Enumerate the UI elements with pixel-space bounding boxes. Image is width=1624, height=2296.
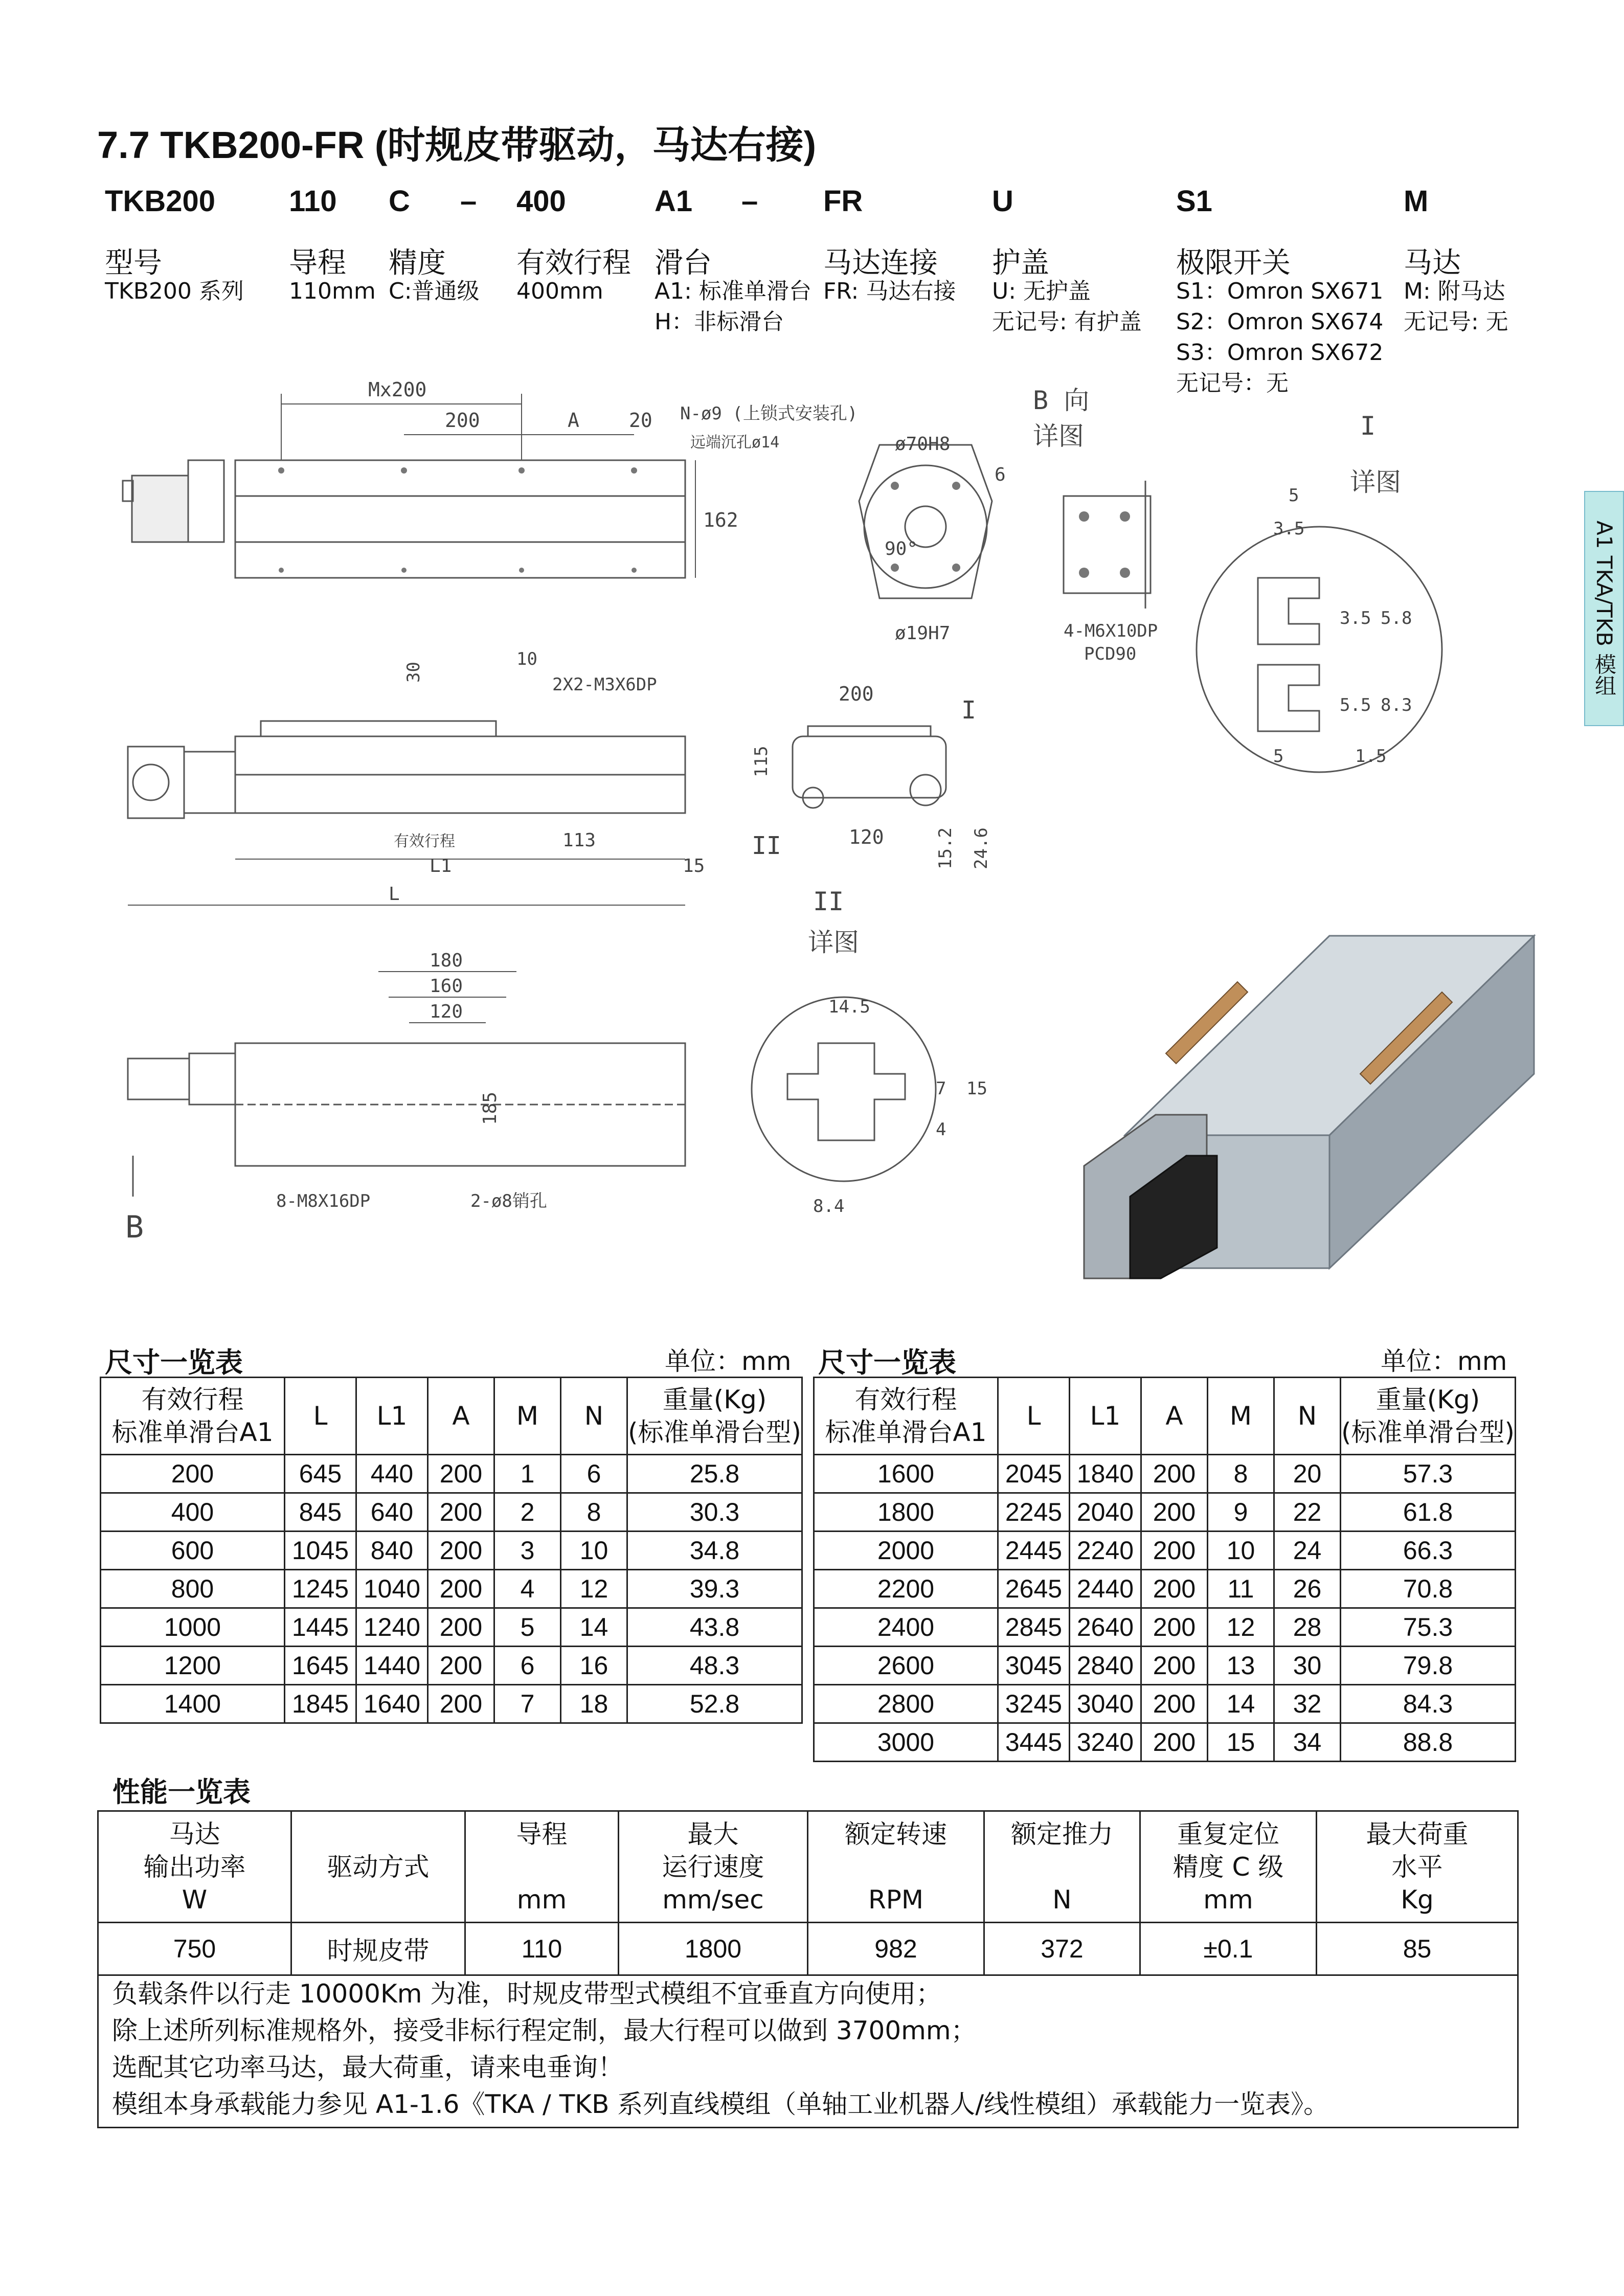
table-cell: 1245: [285, 1570, 356, 1608]
column-header: L: [998, 1378, 1070, 1455]
dim-5.5: 5.5: [1340, 695, 1371, 715]
table-cell: 25.8: [627, 1455, 802, 1493]
table-row: [101, 1493, 802, 1532]
table-cell: 15: [1208, 1723, 1274, 1762]
column-header: 额定转速 RPM: [808, 1811, 984, 1923]
column-header: N: [561, 1378, 627, 1455]
column-header: 重量(Kg) (标准单滑台型): [627, 1378, 802, 1455]
dim-phi70: ø70H8: [895, 434, 951, 455]
column-header: A: [428, 1378, 494, 1455]
page-title: 7.7 TKB200-FR (时规皮带驱动，马达右接): [97, 124, 817, 166]
model-code-desc-0-0: TKB200 系列: [105, 278, 244, 304]
model-code-desc-9-0: S1：Omron SX671: [1176, 278, 1384, 304]
dimension-table-right: [813, 1377, 1516, 1762]
table-cell: 6: [494, 1647, 561, 1685]
table-cell: 2240: [1070, 1532, 1141, 1570]
dim-115: 115: [751, 746, 772, 777]
table-cell: 24: [1274, 1532, 1341, 1570]
table-cell: 3045: [998, 1647, 1070, 1685]
table-cell: 5: [494, 1608, 561, 1647]
table-cell: 7: [494, 1685, 561, 1723]
mark-ii: II: [752, 831, 781, 860]
table-cell: 70.8: [1341, 1570, 1516, 1608]
table-cell: 200: [1141, 1532, 1208, 1570]
table-cell: 30: [1274, 1647, 1341, 1685]
model-code-1: 110: [289, 185, 337, 218]
table-cell: 2640: [1070, 1608, 1141, 1647]
table-cell: 1240: [356, 1608, 428, 1647]
dim-120: 120: [849, 826, 884, 848]
table-cell: 400: [101, 1493, 285, 1532]
model-code-label-5: 滑台: [655, 246, 712, 280]
dim-14.5: 14.5: [828, 997, 870, 1017]
model-code-desc-5-1: H：非标滑台: [655, 309, 784, 335]
dim-113: 113: [562, 830, 596, 851]
table-cell: 2845: [998, 1608, 1070, 1647]
table-cell: 88.8: [1341, 1723, 1516, 1762]
table-cell: 1600: [814, 1455, 998, 1493]
table-cell: 3445: [998, 1723, 1070, 1762]
table-cell: 84.3: [1341, 1685, 1516, 1723]
dim-counterbore: 远端沉孔ø14: [690, 434, 780, 452]
table-cell: ±0.1: [1140, 1923, 1317, 1975]
table-cell: 32: [1274, 1685, 1341, 1723]
model-code-label-4: 有效行程: [516, 246, 631, 280]
table-cell: 18: [561, 1685, 627, 1723]
column-header: 导程 mm: [465, 1811, 619, 1923]
table-cell: 57.3: [1341, 1455, 1516, 1493]
model-code-label-1: 导程: [289, 246, 346, 280]
table-cell: 2645: [998, 1570, 1070, 1608]
dim-stroke: 有效行程: [394, 832, 455, 850]
table-cell: 6: [561, 1455, 627, 1493]
table-cell: 75.3: [1341, 1608, 1516, 1647]
column-header: 最大 运行速度 mm/sec: [619, 1811, 808, 1923]
dim-15.2: 15.2: [935, 827, 956, 869]
table-cell: 1645: [285, 1647, 356, 1685]
note-line: 除上述所列标准规格外，接受非标行程定制，最大行程可以做到 3700mm；: [112, 2016, 977, 2045]
table-cell: 200: [1141, 1685, 1208, 1723]
detail-i-label: 详图: [1350, 467, 1401, 497]
model-code-desc-2-0: C:普通级: [389, 278, 480, 304]
perf-table-caption: 性能一览表: [112, 1776, 251, 1808]
table-cell: 3040: [1070, 1685, 1141, 1723]
table-cell: 2040: [1070, 1493, 1141, 1532]
model-code-9: S1: [1176, 185, 1212, 218]
table-cell: 200: [428, 1532, 494, 1570]
table-row: [814, 1455, 1516, 1493]
column-header: 重量(Kg) (标准单滑台型): [1341, 1378, 1516, 1455]
dim-180: 180: [430, 950, 463, 971]
table-cell: 时规皮带: [291, 1923, 465, 1975]
table-cell: 2400: [814, 1608, 998, 1647]
column-header: 马达 输出功率 W: [98, 1811, 291, 1923]
table-cell: 34.8: [627, 1532, 802, 1570]
dim-20: 20: [629, 409, 652, 432]
table-cell: 11: [1208, 1570, 1274, 1608]
dim-5: 5: [1289, 485, 1299, 506]
model-code-3: –: [460, 185, 477, 218]
notes-box: [97, 1971, 1519, 2128]
column-header: M: [1208, 1378, 1274, 1455]
column-header: L1: [356, 1378, 428, 1455]
dim-160: 160: [430, 976, 463, 997]
model-code-10: M: [1404, 185, 1429, 218]
product-3d-image: [1043, 900, 1554, 1289]
table-row: [98, 1923, 1518, 1975]
dim-l: L: [389, 884, 400, 905]
table-cell: 3000: [814, 1723, 998, 1762]
table-cell: 2000: [814, 1532, 998, 1570]
table-cell: 28: [1274, 1608, 1341, 1647]
table-row: [814, 1723, 1516, 1762]
detail-ii-drawing: [741, 887, 1028, 1227]
table-cell: 48.3: [627, 1647, 802, 1685]
table-cell: 12: [561, 1570, 627, 1608]
dim-4: 4: [936, 1119, 946, 1140]
table-row: [101, 1647, 802, 1685]
model-code-desc-1-0: 110mm: [289, 278, 376, 304]
b-view-drawing: [839, 378, 1176, 665]
performance-table: [97, 1810, 1519, 1976]
table-cell: 1000: [101, 1608, 285, 1647]
dim-holes: N-ø9 (上锁式安装孔): [680, 403, 858, 424]
dimension-table-left: [100, 1377, 803, 1724]
table-cell: 1040: [356, 1570, 428, 1608]
table-cell: 3245: [998, 1685, 1070, 1723]
table-cell: 1800: [814, 1493, 998, 1532]
dim-120: 120: [430, 1001, 463, 1022]
dim-3.5a: 3.5: [1273, 519, 1305, 539]
dim-8.4: 8.4: [813, 1196, 845, 1217]
table-cell: 14: [1208, 1685, 1274, 1723]
table-row: [814, 1532, 1516, 1570]
table-cell: 10: [561, 1532, 627, 1570]
dim-10: 10: [516, 649, 537, 669]
column-header: 驱动方式: [291, 1811, 465, 1923]
table-cell: 13: [1208, 1647, 1274, 1685]
table-cell: 1800: [619, 1923, 808, 1975]
dim-mx200: Mx200: [368, 378, 427, 401]
model-code-label-2: 精度: [389, 246, 446, 280]
section-tab: A1 TKA/TKB 模组: [1584, 491, 1624, 726]
table-cell: 1845: [285, 1685, 356, 1723]
dim-pin: 2-ø8销孔: [470, 1191, 547, 1211]
column-header: 有效行程 标准单滑台A1: [101, 1378, 285, 1455]
table-cell: 14: [561, 1608, 627, 1647]
table-header-row: [98, 1811, 1518, 1923]
table-cell: 3240: [1070, 1723, 1141, 1762]
table-cell: 66.3: [1341, 1532, 1516, 1570]
table-cell: 800: [101, 1570, 285, 1608]
table-cell: 30.3: [627, 1493, 802, 1532]
note-line: 负载条件以行走 10000Km 为准，时规皮带型式模组不宜垂直方向使用；: [112, 1979, 942, 2009]
dim-m6: 4-M6X10DP: [1064, 621, 1158, 641]
model-code-8: U: [992, 185, 1013, 218]
dim-pcd: PCD90: [1084, 644, 1137, 664]
dim-m3: 2X2-M3X6DP: [552, 674, 657, 695]
model-code-label-0: 型号: [105, 246, 162, 280]
model-code-0: TKB200: [105, 185, 215, 218]
model-code-5: A1: [655, 185, 693, 218]
dim-l1: L1: [430, 856, 452, 876]
table-cell: 200: [428, 1608, 494, 1647]
model-code-desc-8-1: 无记号: 有护盖: [992, 309, 1142, 335]
table-cell: 43.8: [627, 1608, 802, 1647]
dim-table-left-unit: 单位：mm: [665, 1346, 792, 1376]
dim-200: 200: [839, 683, 874, 705]
model-code-desc-10-0: M: 附马达: [1404, 278, 1505, 304]
column-header: L1: [1070, 1378, 1141, 1455]
dim-phi19: ø19H7: [895, 623, 951, 644]
model-code-4: 400: [516, 185, 566, 218]
table-cell: 845: [285, 1493, 356, 1532]
table-row: [101, 1455, 802, 1493]
table-cell: 200: [428, 1647, 494, 1685]
table-cell: 4: [494, 1570, 561, 1608]
b-view-title: B 向: [1033, 386, 1090, 415]
table-cell: 1200: [101, 1647, 285, 1685]
table-cell: 2200: [814, 1570, 998, 1608]
table-cell: 640: [356, 1493, 428, 1532]
model-code-desc-5-0: A1: 标准单滑台: [655, 278, 811, 304]
table-cell: 2840: [1070, 1647, 1141, 1685]
detail-ii-title: II: [813, 887, 844, 916]
table-cell: 12: [1208, 1608, 1274, 1647]
dim-a: A: [568, 409, 579, 432]
table-cell: 200: [101, 1455, 285, 1493]
table-cell: 26: [1274, 1570, 1341, 1608]
table-row: [101, 1685, 802, 1723]
dim-3.5b: 3.5: [1340, 608, 1371, 628]
dim-table-right-unit: 单位：mm: [1381, 1346, 1507, 1376]
table-cell: 200: [1141, 1723, 1208, 1762]
table-cell: 1: [494, 1455, 561, 1493]
column-header: A: [1141, 1378, 1208, 1455]
table-cell: 200: [428, 1493, 494, 1532]
table-cell: 1640: [356, 1685, 428, 1723]
side-view-drawing: [747, 675, 1033, 880]
b-view-detail: 详图: [1033, 421, 1084, 451]
table-row: [101, 1608, 802, 1647]
detail-ii-label: 详图: [808, 928, 859, 957]
model-code-desc-8-0: U: 无护盖: [992, 278, 1091, 304]
note-line: 选配其它功率马达，最大荷重，请来电垂询！: [112, 2053, 623, 2082]
table-row: [814, 1493, 1516, 1532]
table-cell: 200: [428, 1455, 494, 1493]
table-cell: 10: [1208, 1532, 1274, 1570]
model-code-desc-9-1: S2：Omron SX674: [1176, 309, 1384, 335]
column-header: 额定推力 N: [984, 1811, 1140, 1923]
table-row: [814, 1685, 1516, 1723]
table-cell: 2445: [998, 1532, 1070, 1570]
table-cell: 8: [1208, 1455, 1274, 1493]
dim-table-right-caption: 尺寸一览表: [818, 1346, 956, 1379]
table-cell: 840: [356, 1532, 428, 1570]
dim-200: 200: [445, 409, 480, 432]
model-code-desc-9-2: S3：Omron SX672: [1176, 340, 1384, 366]
table-cell: 20: [1274, 1455, 1341, 1493]
table-cell: 200: [428, 1685, 494, 1723]
top-view-drawing: [123, 378, 858, 619]
model-code-label-9: 极限开关: [1176, 246, 1291, 280]
view-b-mark: B: [125, 1209, 144, 1245]
dim-8.3: 8.3: [1381, 695, 1412, 715]
dim-5b: 5: [1273, 746, 1284, 767]
dim-1.5: 1.5: [1355, 746, 1387, 767]
dim-m8: 8-M8X16DP: [276, 1191, 371, 1211]
dim-24.6: 24.6: [971, 827, 991, 869]
bottom-view-drawing: [123, 941, 716, 1248]
model-code-label-7: 马达连接: [823, 246, 938, 280]
dim-162: 162: [703, 509, 738, 531]
table-cell: 79.8: [1341, 1647, 1516, 1685]
model-code-desc-4-0: 400mm: [516, 278, 603, 304]
table-cell: 440: [356, 1455, 428, 1493]
table-cell: 2045: [998, 1455, 1070, 1493]
table-cell: 2600: [814, 1647, 998, 1685]
dim-15: 15: [683, 856, 705, 876]
table-cell: 1400: [101, 1685, 285, 1723]
table-row: [101, 1570, 802, 1608]
table-cell: 645: [285, 1455, 356, 1493]
column-header: N: [1274, 1378, 1341, 1455]
table-cell: 2800: [814, 1685, 998, 1723]
table-cell: 200: [1141, 1455, 1208, 1493]
dim-7: 7: [936, 1078, 946, 1099]
note-line: 模组本身承载能力参见 A1-1.6《TKA / TKB 系列直线模组（单轴工业机器人/线性模组）承载能力一览表》。: [112, 2089, 1329, 2119]
table-cell: 1445: [285, 1608, 356, 1647]
table-row: [814, 1647, 1516, 1685]
mark-i: I: [961, 696, 976, 725]
table-cell: 34: [1274, 1723, 1341, 1762]
model-code-desc-10-1: 无记号: 无: [1404, 309, 1508, 335]
model-code-desc-9-3: 无记号：无: [1176, 370, 1289, 396]
table-cell: 200: [1141, 1608, 1208, 1647]
detail-i-title: I: [1360, 411, 1376, 441]
table-cell: 982: [808, 1923, 984, 1975]
dim-6: 6: [995, 464, 1006, 485]
table-header-row: [101, 1378, 802, 1455]
table-cell: 200: [1141, 1493, 1208, 1532]
dim-30: 30: [403, 662, 424, 683]
front-view-drawing: [123, 644, 716, 920]
table-cell: 2440: [1070, 1570, 1141, 1608]
table-cell: 2245: [998, 1493, 1070, 1532]
table-cell: 200: [428, 1570, 494, 1608]
table-cell: 39.3: [627, 1570, 802, 1608]
column-header: M: [494, 1378, 561, 1455]
model-code-6: –: [741, 185, 758, 218]
table-cell: 200: [1141, 1570, 1208, 1608]
table-cell: 600: [101, 1532, 285, 1570]
dim-90deg: 90°: [885, 538, 918, 559]
table-cell: 1440: [356, 1647, 428, 1685]
table-row: [814, 1608, 1516, 1647]
table-cell: 8: [561, 1493, 627, 1532]
model-code-label-10: 马达: [1404, 246, 1461, 280]
column-header: 重复定位 精度 C 级 mm: [1140, 1811, 1317, 1923]
table-row: [814, 1570, 1516, 1608]
dim-5.8: 5.8: [1381, 608, 1412, 628]
detail-i-drawing: [1197, 409, 1483, 798]
table-cell: 110: [465, 1923, 619, 1975]
table-cell: 1840: [1070, 1455, 1141, 1493]
table-cell: 52.8: [627, 1685, 802, 1723]
column-header: 有效行程 标准单滑台A1: [814, 1378, 998, 1455]
table-cell: 85: [1317, 1923, 1518, 1975]
dim-185: 185: [480, 1091, 501, 1125]
table-cell: 372: [984, 1923, 1140, 1975]
table-cell: 9: [1208, 1493, 1274, 1532]
column-header: 最大荷重 水平 Kg: [1317, 1811, 1518, 1923]
table-cell: 3: [494, 1532, 561, 1570]
model-code-7: FR: [823, 185, 863, 218]
table-cell: 200: [1141, 1647, 1208, 1685]
dim-table-left-caption: 尺寸一览表: [105, 1346, 243, 1379]
table-cell: 1045: [285, 1532, 356, 1570]
table-cell: 750: [98, 1923, 291, 1975]
table-cell: 22: [1274, 1493, 1341, 1532]
table-cell: 2: [494, 1493, 561, 1532]
column-header: L: [285, 1378, 356, 1455]
model-code-2: C: [389, 185, 410, 218]
dim-15: 15: [966, 1078, 987, 1099]
model-code-desc-7-0: FR: 马达右接: [823, 278, 956, 304]
table-header-row: [814, 1378, 1516, 1455]
table-cell: 16: [561, 1647, 627, 1685]
table-cell: 61.8: [1341, 1493, 1516, 1532]
table-row: [101, 1532, 802, 1570]
model-code-label-8: 护盖: [992, 246, 1049, 280]
